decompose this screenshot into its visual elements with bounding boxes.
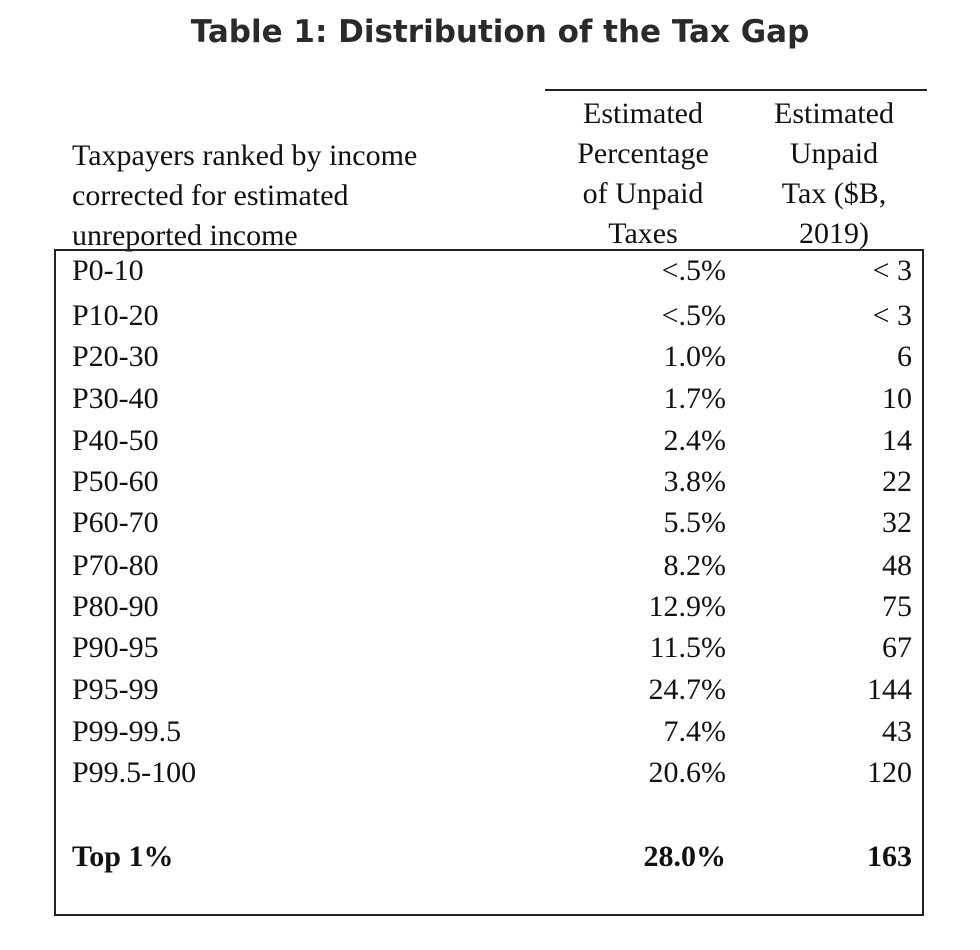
percentage-cell: <.5% bbox=[661, 299, 726, 332]
table-row bbox=[0, 546, 980, 586]
unpaid-tax-cell: 43 bbox=[882, 715, 912, 748]
percentage-cell: 12.9% bbox=[648, 590, 726, 623]
income-group-cell: P0-10 bbox=[72, 254, 144, 287]
unpaid-tax-cell: 75 bbox=[882, 590, 912, 623]
table-row bbox=[0, 753, 980, 793]
income-group-cell: P50-60 bbox=[72, 465, 159, 498]
total-percentage-cell: 28.0% bbox=[643, 840, 726, 873]
percentage-cell: 1.0% bbox=[663, 340, 726, 373]
income-group-cell: P60-70 bbox=[72, 506, 159, 539]
unpaid-tax-cell: 6 bbox=[897, 340, 912, 373]
total-unpaid-tax-cell: 163 bbox=[867, 840, 912, 873]
unpaid-tax-cell: 67 bbox=[882, 631, 912, 664]
percentage-cell: 11.5% bbox=[649, 631, 726, 664]
income-group-cell: P20-30 bbox=[72, 340, 159, 373]
total-row bbox=[0, 837, 980, 877]
table-title: Table 1: Distribution of the Tax Gap bbox=[190, 14, 810, 50]
table-row bbox=[0, 421, 980, 461]
unpaid-tax-cell: 14 bbox=[882, 424, 912, 457]
percentage-cell: 5.5% bbox=[663, 506, 726, 539]
unpaid-tax-cell: < 3 bbox=[872, 254, 912, 287]
income-group-cell: P95-99 bbox=[72, 673, 159, 706]
total-group-cell: Top 1% bbox=[72, 840, 174, 873]
income-group-cell: P70-80 bbox=[72, 549, 159, 582]
column-header-unpaid-tax: Estimated Unpaid Tax ($B, 2019) bbox=[774, 97, 894, 250]
unpaid-tax-cell: < 3 bbox=[872, 299, 912, 332]
table-row bbox=[0, 587, 980, 627]
percentage-cell: 24.7% bbox=[648, 673, 726, 706]
income-group-cell: P80-90 bbox=[72, 590, 159, 623]
unpaid-tax-cell: 10 bbox=[882, 382, 912, 415]
table-row bbox=[0, 337, 980, 377]
percentage-cell: 3.8% bbox=[663, 465, 726, 498]
percentage-cell: 20.6% bbox=[648, 756, 726, 789]
table-row bbox=[0, 251, 980, 291]
income-group-cell: P30-40 bbox=[72, 382, 159, 415]
income-group-cell: P99.5-100 bbox=[72, 756, 197, 789]
percentage-cell: 2.4% bbox=[663, 424, 726, 457]
percentage-cell: 7.4% bbox=[663, 715, 726, 748]
table-row bbox=[0, 628, 980, 668]
unpaid-tax-cell: 144 bbox=[867, 673, 912, 706]
income-group-cell: P10-20 bbox=[72, 299, 159, 332]
percentage-cell: 8.2% bbox=[663, 549, 726, 582]
income-group-cell: P99-99.5 bbox=[72, 715, 182, 748]
unpaid-tax-cell: 48 bbox=[882, 549, 912, 582]
table-row bbox=[0, 462, 980, 502]
income-group-cell: P40-50 bbox=[72, 424, 159, 457]
table-row bbox=[0, 712, 980, 752]
row-header-label: Taxpayers ranked by income corrected for estimated unreported income bbox=[72, 139, 418, 252]
income-group-cell: P90-95 bbox=[72, 631, 159, 664]
header-top-rule bbox=[545, 89, 927, 91]
unpaid-tax-cell: 120 bbox=[867, 756, 912, 789]
column-header-percentage: Estimated Percentage of Unpaid Taxes bbox=[577, 97, 709, 250]
table-row bbox=[0, 379, 980, 419]
table-row bbox=[0, 670, 980, 710]
table-row bbox=[0, 503, 980, 543]
table-row bbox=[0, 296, 980, 336]
unpaid-tax-cell: 32 bbox=[882, 506, 912, 539]
percentage-cell: 1.7% bbox=[663, 382, 726, 415]
percentage-cell: <.5% bbox=[661, 254, 726, 287]
unpaid-tax-cell: 22 bbox=[882, 465, 912, 498]
